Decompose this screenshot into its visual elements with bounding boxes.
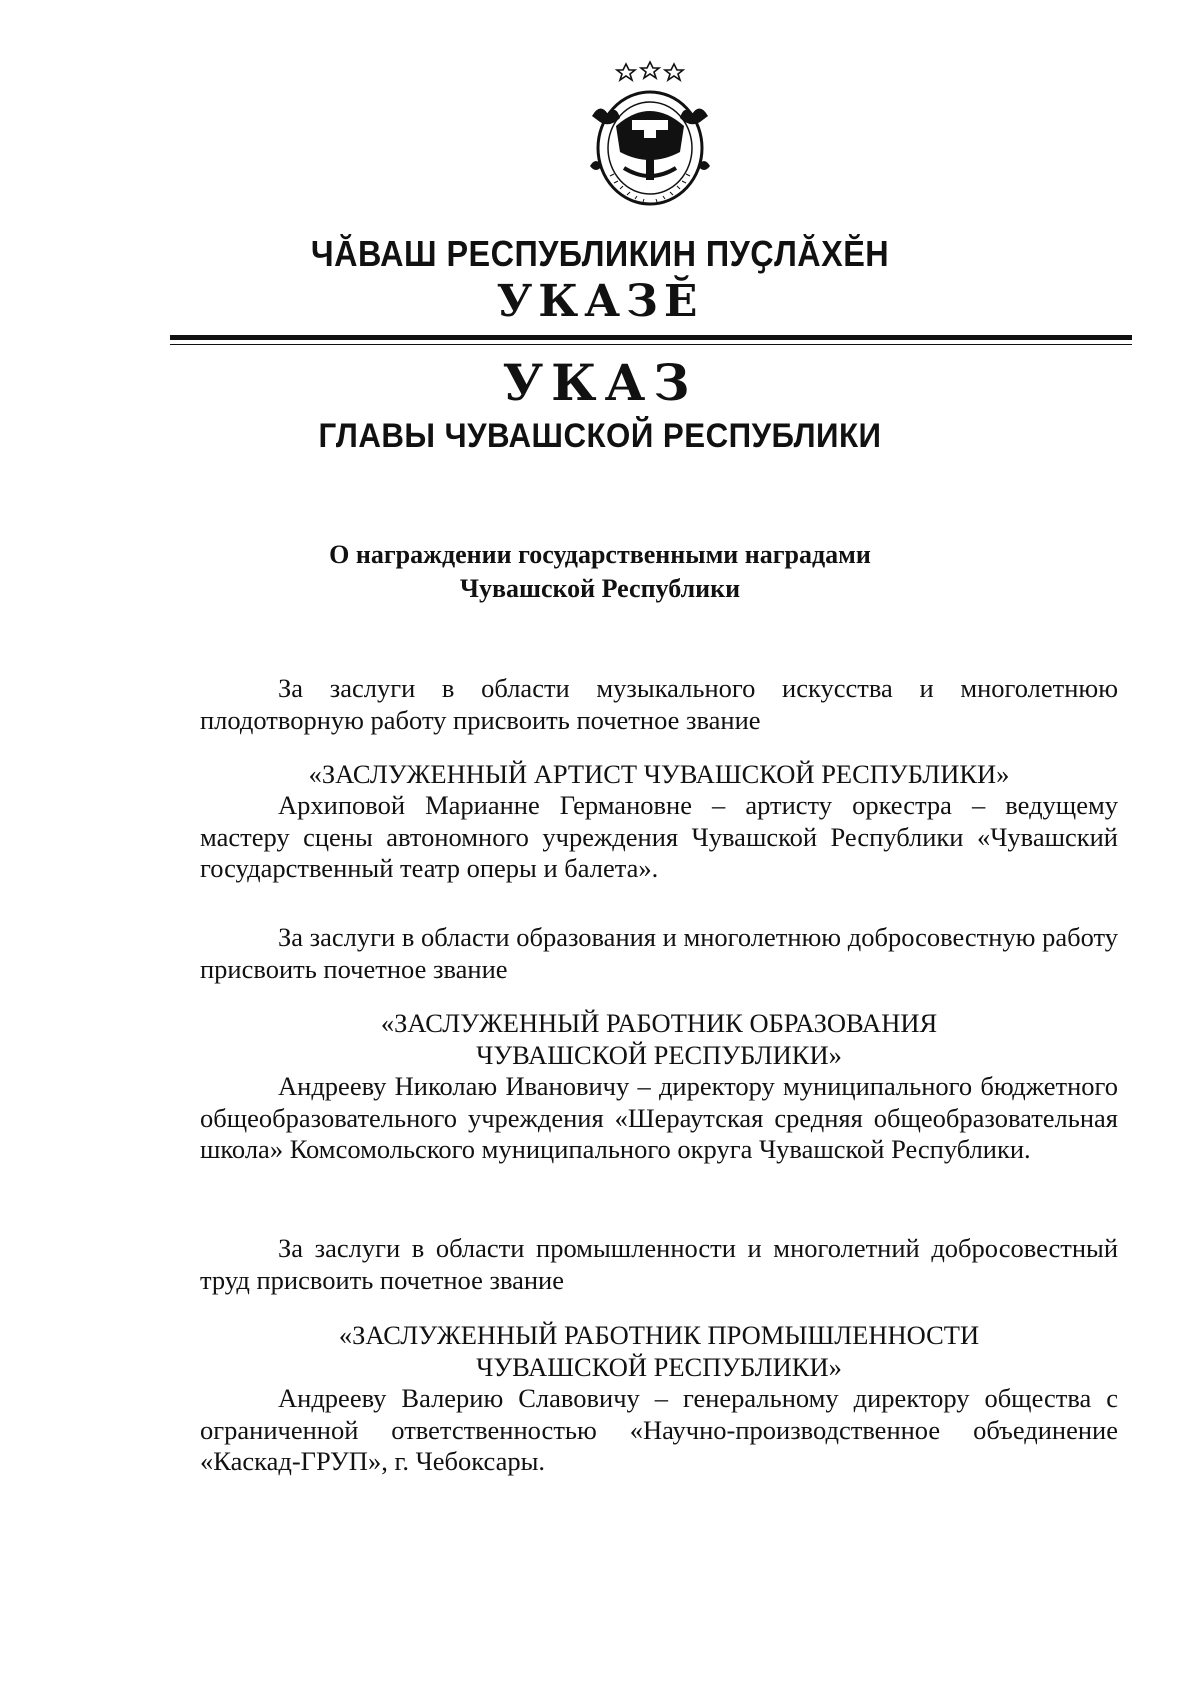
award-title <box>200 1320 1118 1383</box>
intro-paragraph: За заслуги в области промышленности и многолетний добросовестный труд присвоить почетное звание <box>200 1233 1118 1295</box>
coat-of-arms-icon <box>580 56 720 216</box>
award-title <box>200 759 1118 791</box>
recipient-block <box>200 1383 1118 1478</box>
recipient-paragraph: Архиповой Марианне Германовне – артисту оркестра – ведущему мастеру сцены автономного учреждения Чувашской Республики «Чувашский государственный театр оперы и балета». <box>200 790 1118 883</box>
section-intro <box>200 922 1118 985</box>
intro-paragraph: За заслуги в области музыкального искусства и многолетнюю плодотворную работу присвоить почетное звание <box>200 673 1118 735</box>
award-title-line: ЧУВАШСКОЙ РЕСПУБЛИКИ» <box>476 1039 842 1070</box>
award-title-line: «ЗАСЛУЖЕННЫЙ РАБОТНИК ПРОМЫШЛЕННОСТИ <box>338 1320 980 1350</box>
header-russian-title: ГЛАВЫ ЧУВАШСКОЙ РЕСПУБЛИКИ <box>318 417 882 455</box>
decree-title-line: Чувашской Республики <box>459 574 741 603</box>
decree-title <box>0 538 1200 606</box>
award-title-line: ЧУВАШСКОЙ РЕСПУБЛИКИ» <box>476 1351 842 1382</box>
award-title-line: «ЗАСЛУЖЕННЫЙ РАБОТНИК ОБРАЗОВАНИЯ <box>380 1008 938 1038</box>
recipient-block <box>200 1071 1118 1166</box>
award-title-line: «ЗАСЛУЖЕННЫЙ АРТИСТ ЧУВАШСКОЙ РЕСПУБЛИКИ» <box>308 759 1010 789</box>
header-divider-thick <box>170 335 1132 340</box>
recipient-paragraph: Андрееву Валерию Славовичу – генеральному директору общества с ограниченной ответственностью «Научно-производственное объединение «Каскад-ГРУП», г. Чебоксары. <box>200 1383 1118 1476</box>
recipient-paragraph: Андрееву Николаю Ивановичу – директору муниципального бюджетного общеобразовательного учреждения «Шераутская средняя общеобразовательная школа» Комсомольского муниципального округа Чувашской Республики. <box>200 1071 1118 1164</box>
decree-title-line: О награждении государственными наградами <box>329 540 871 569</box>
award-title <box>200 1008 1118 1071</box>
header-divider-thin <box>170 344 1132 345</box>
header-chuvash-decree: УКАЗĔ <box>496 276 704 327</box>
section-intro <box>200 1233 1118 1296</box>
recipient-block <box>200 790 1118 885</box>
section-intro <box>200 673 1118 736</box>
header-chuvash-title: ЧĂВАШ РЕСПУБЛИКИН ПУҪЛĂХĔН <box>310 233 890 274</box>
intro-paragraph: За заслуги в области образования и многолетнюю добросовестную работу присвоить почетное звание <box>200 922 1118 984</box>
header-russian-decree: УКАЗ <box>502 353 698 412</box>
